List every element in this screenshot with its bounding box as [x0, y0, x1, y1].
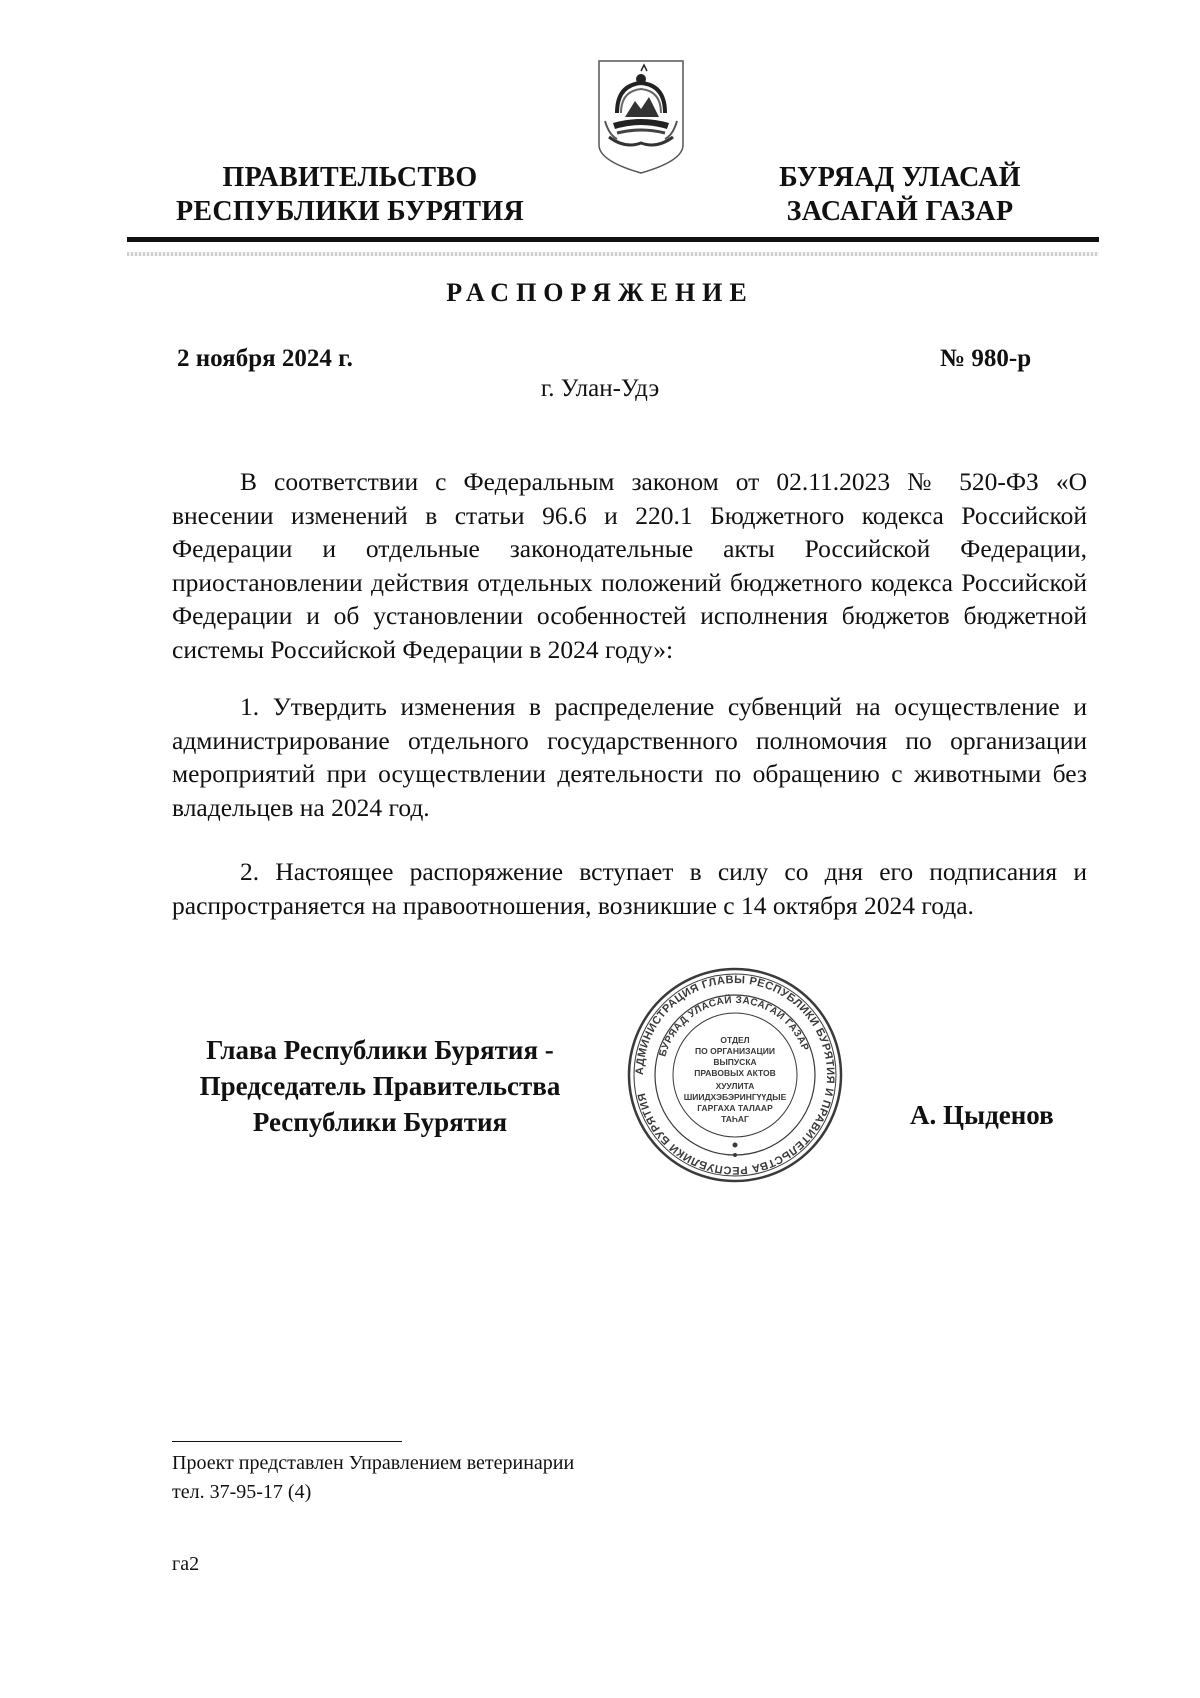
order-item-2: 2. Настоящее распоряжение вступает в силу со дня его подписания и распространяется на правоотношения, возникшие с 14 октября 2024 года. — [172, 857, 1087, 920]
coat-of-arms-emblem — [595, 57, 687, 177]
preamble-paragraph: В соответствии с Федеральным законом от 02.11.2023 № 520-ФЗ «О внесении изменений в статьи 96.6 и 220.1 Бюджетного кодекса Российской Федерации и отдельные законодательные акты Российской Федерации, приостановлении действия отдельных положений бюджетного кодекса Российской Федерации и об установлении особенностей исполнения бюджетов бюджетной системы Российской Федерации в 2024 году»: — [172, 467, 1087, 664]
seal-center-line-6: ШИИДХЭБЭРИНГҮҮДЫЕ — [683, 1092, 787, 1102]
signatory-name: А. Цыденов — [910, 1100, 1054, 1130]
org-name-buryat — [740, 161, 1060, 229]
seal-center-line-3: ВЫПУСКА — [713, 1057, 757, 1067]
org-name-russian — [150, 161, 550, 229]
signatory-position-line-3: Республики Бурятия — [252, 1107, 508, 1137]
signatory-position — [160, 1032, 600, 1140]
document-date: 2 ноября 2024 г. — [177, 345, 353, 372]
seal-center-line-1: ОТДЕЛ — [720, 1035, 750, 1045]
document-code: га2 — [172, 1553, 200, 1575]
signatory-position-line-2: Председатель Правительства — [199, 1071, 561, 1101]
seal-center-line-7: ГАРГАХА ТАЛААР — [697, 1103, 773, 1113]
org-name-russian-line-1: ПРАВИТЕЛЬСТВО — [222, 162, 478, 193]
header-rule-thick — [127, 237, 1099, 242]
signatory-position-line-1: Глава Республики Бурятия - — [206, 1035, 554, 1065]
official-seal-stamp — [625, 965, 845, 1185]
header-rule-thin — [127, 252, 1099, 256]
seal-center-line-2: ПО ОРГАНИЗАЦИИ — [695, 1046, 775, 1056]
footnote-submitted-by: Проект представлен Управлением ветеринарии — [172, 1452, 575, 1474]
document-number: № 980-р — [940, 345, 1032, 372]
seal-center-line-8: ТАҺАГ — [721, 1114, 749, 1124]
org-name-buryat-line-2: ЗАСАГАЙ ГАЗАР — [786, 196, 1014, 227]
footnote-rule — [172, 1441, 402, 1442]
org-name-buryat-line-1: БУРЯАД УЛАСАЙ — [779, 162, 1021, 193]
document-type-title: РАСПОРЯЖЕНИЕ — [446, 278, 754, 307]
seal-outer-text: АДМИНИСТРАЦИЯ ГЛАВЫ РЕСПУБЛИКИ БУРЯТИЯ И ПРАВИТЕЛЬСТВА РЕСПУБЛИКИ БУРЯТИЯ — [633, 973, 837, 1177]
footnote-phone: тел. 37-95-17 (4) — [172, 1481, 312, 1503]
org-name-russian-line-2: РЕСПУБЛИКИ БУРЯТИЯ — [176, 196, 524, 227]
seal-center-line-5: ХУУЛИТА — [715, 1081, 755, 1091]
seal-center-line-4: ПРАВОВЫХ АКТОВ — [694, 1068, 776, 1078]
document-city: г. Улан-Удэ — [540, 375, 660, 402]
seal-inner-text: БУРЯАД УЛАСАЙ ЗАСАГАЙ ГАЗАР — [657, 994, 811, 1059]
order-item-1: 1. Утвердить изменения в распределение субвенций на осуществление и администрирование отдельного государственного полномочия по организации мероприятий при осуществлении деятельности по обращению с животными без владельцев на 2024 год. — [172, 692, 1087, 822]
